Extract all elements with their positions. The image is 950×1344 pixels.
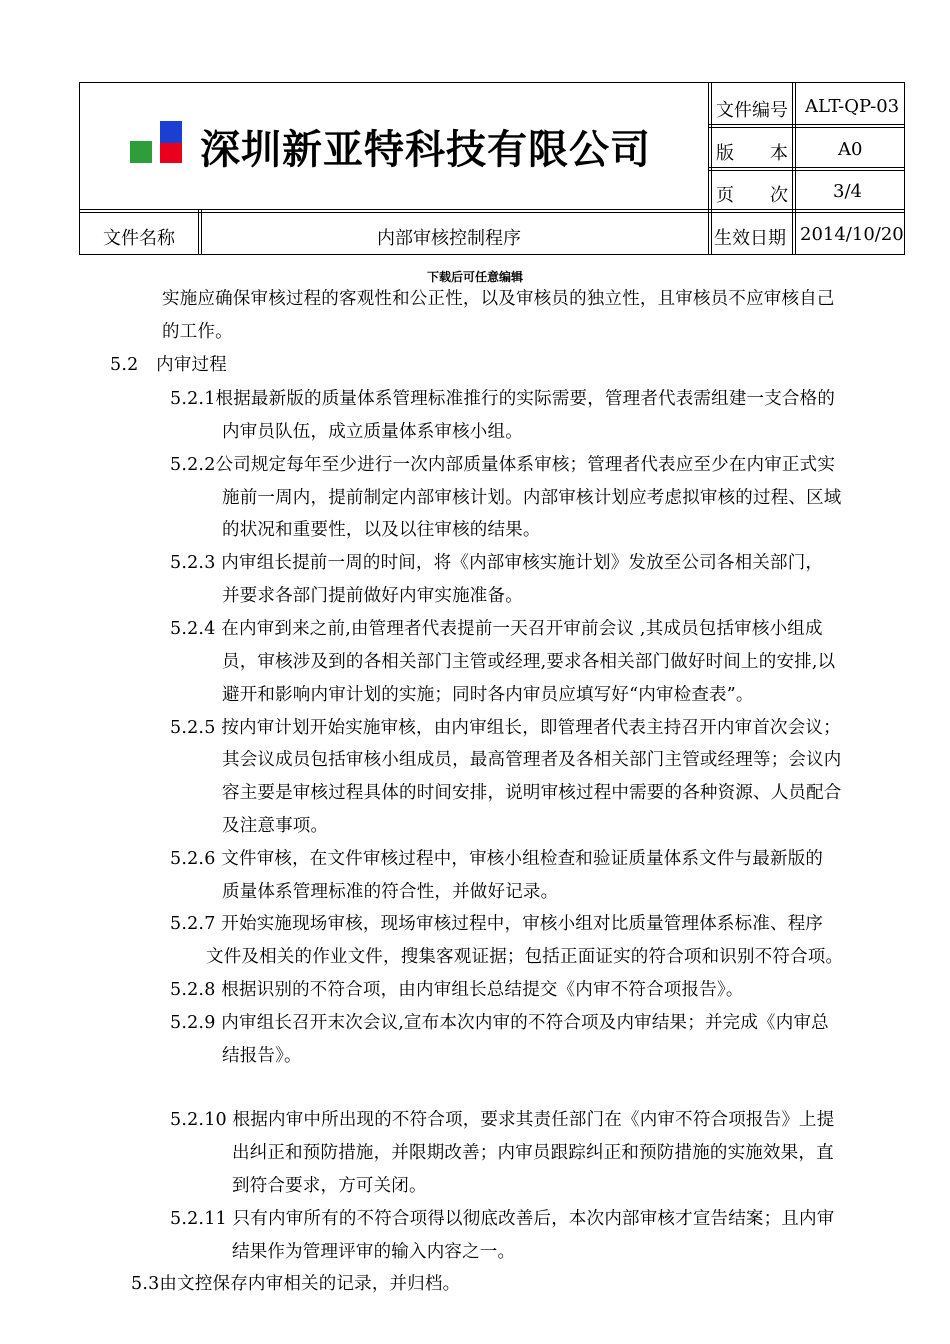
body-line: 容主要是审核过程具体的时间安排，说明审核过程中需要的各种资源、人员配合 [222,783,842,803]
header-divider [201,209,202,255]
header-divider [711,82,712,255]
body-line: 内审员队伍，成立质量体系审核小组。 [222,422,523,442]
body-line: 的工作。 [162,322,233,342]
page-label: 页 次 [716,185,788,206]
header-divider [708,167,905,168]
header-divider [79,209,905,210]
body-line: 避开和影响内审计划的实施；同时各内审员应填写好“内审检查表”。 [222,685,754,705]
edit-notice: 下载后可任意编辑 [426,270,523,284]
body-line: 5.2.3 内审组长提前一周的时间，将《内部审核实施计划》发放至公司各相关部门， [170,553,824,573]
effective-date-label: 生效日期 [714,228,786,249]
body-line: 5.2.6 文件审核，在文件审核过程中，审核小组检查和验证质量体系文件与最新版的 [170,849,824,869]
section-heading: 5.2 内审过程 [110,355,227,375]
file-name-label: 文件名称 [103,228,175,249]
body-line: 结果作为管理评审的输入内容之一。 [232,1242,516,1262]
header-divider [79,212,905,213]
body-line: 5.2.2公司规定每年至少进行一次内部质量体系审核；管理者代表应至少在内审正式实 [170,455,836,475]
body-line: 5.2.1根据最新版的质量体系管理标准推行的实际需要，管理者代表需组建一支合格的 [170,389,836,409]
header-divider [708,82,709,255]
body-line: 的状况和重要性，以及以往审核的结果。 [222,520,541,540]
company-logo-icon [130,121,182,165]
body-line: 施前一周内，提前制定内部审核计划。内部审核计划应考虑拟审核的过程、区域 [222,488,842,508]
body-line: 并要求各部门提前做好内审实施准备。 [222,586,523,606]
effective-date-value: 2014/10/20 [800,224,904,245]
header-divider [708,124,905,125]
body-line: 到符合要求，方可关闭。 [232,1176,427,1196]
logo-red-square [160,143,182,163]
body-line: 结报告》。 [222,1046,302,1066]
body-line: 员，审核涉及到的各相关部门主管或经理,要求各相关部门做好时间上的安排,以 [222,652,836,672]
body-line: 5.2.10 根据内审中所出现的不符合项，要求其责任部门在《内审不符合项报告》上提 [170,1110,835,1130]
version-value: A0 [838,139,863,160]
version-label: 版 本 [716,143,788,164]
header-divider [198,209,199,255]
body-line: 质量体系管理标准的符合性，并做好记录。 [222,882,559,902]
doc-no-value: ALT-QP-03 [805,96,900,117]
body-line: 5.2.5 按内审计划开始实施审核，由内审组长，即管理者代表主持召开内审首次会议； [170,718,841,738]
header-divider [792,82,793,255]
logo-green-square [130,141,152,163]
body-line: 文件及相关的作业文件，搜集客观证据；包括正面证实的符合项和识别不符合项。 [206,947,844,967]
header-divider [708,170,905,171]
body-line: 5.2.9 内审组长召开末次会议,宣布本次内审的不符合项及内审结果；并完成《内审总 [170,1013,829,1033]
doc-no-label: 文件编号 [716,100,788,121]
body-line: 出纠正和预防措施，并限期改善；内审员跟踪纠正和预防措施的实施效果，直 [232,1143,834,1163]
body-line: 及注意事项。 [222,816,329,836]
body-line: 5.2.7 开始实施现场审核，现场审核过程中，审核小组对比质量管理体系标准、程序 [170,914,824,934]
logo-blue-square [160,121,182,143]
body-line: 其会议成员包括审核小组成员，最高管理者及各相关部门主管或经理等；会议内 [222,750,842,770]
header-divider [708,127,905,128]
company-name: 深圳新亚特科技有限公司 [200,127,651,173]
body-line: 5.2.11 只有内审所有的不符合项得以彻底改善后，本次内部审核才宣告结案；且内审 [170,1209,835,1229]
header-divider [795,82,796,255]
file-name-value: 内部审核控制程序 [377,228,521,249]
page-value: 3/4 [833,181,862,202]
body-line: 5.2.4 在内审到来之前,由管理者代表提前一天召开审前会议 ,其成员包括审核小组成 [170,619,823,639]
body-line: 5.2.8 根据识别的不符合项，由内审组长总结提交《内审不符合项报告》。 [170,980,744,1000]
section-heading: 5.3由文控保存内审相关的记录，并归档。 [131,1274,461,1294]
body-line: 实施应确保审核过程的客观性和公正性，以及审核员的独立性，且审核员不应审核自己 [162,289,835,309]
